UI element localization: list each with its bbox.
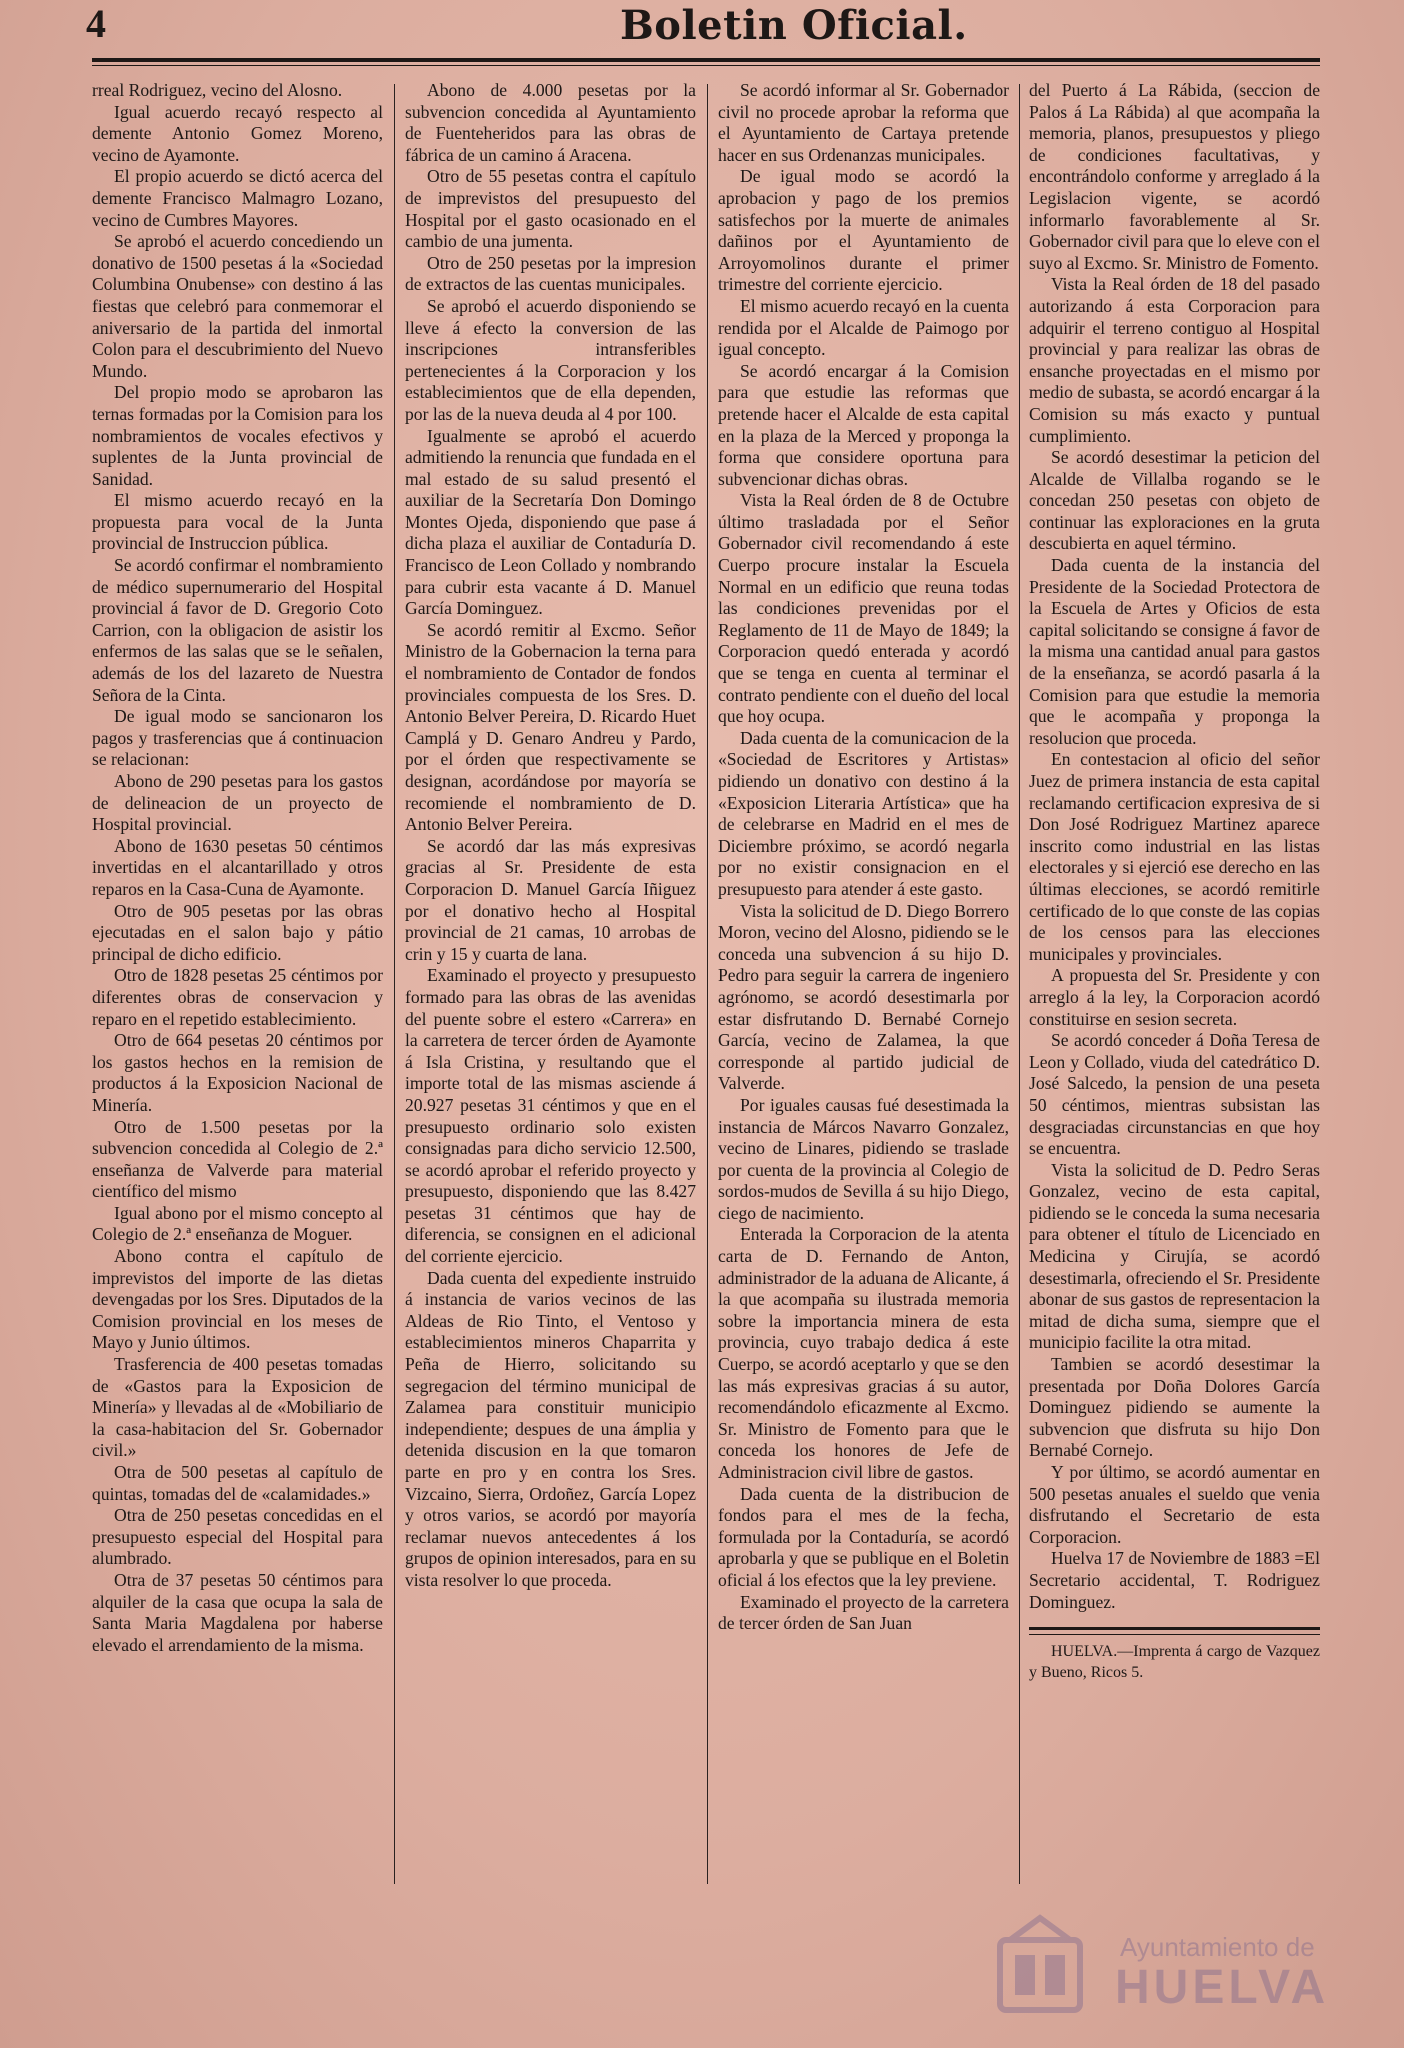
paragraph: Se acordó encargar á la Comision para que estudie las reformas que pretende hacer el Alcalde de esta capital en la plaza de la Merced y proponga la forma que considere oportuna para subvencionar dichas obras. [718, 360, 1009, 489]
imprint-rule-thin [1029, 1634, 1320, 1635]
paragraph: Igualmente se aprobó el acuerdo admitiendo la renuncia que fundada en el mal estado de su salud presentó el auxiliar de la Secretaría Don Domingo Montes Ojeda, disponiendo que pase á dicha plaza el auxiliar de Contaduría D. Francisco de Leon Collado y nombrando para cubrir esta vacante á D. Manuel García Dominguez. [405, 425, 696, 619]
paragraph: Dada cuenta de la comunicacion de la «Sociedad de Escritores y Artistas» pidiendo un donativo con destino á la «Exposicion Literaria Artística» que ha de celebrarse en Madrid en el mes de Diciembre próximo, se acordó negarla por no existir consignacion en el presupuesto para atender á este gasto. [718, 727, 1009, 899]
paragraph: Examinado el proyecto de la carretera de tercer órden de San Juan [718, 1591, 1009, 1634]
paragraph: Se acordó dar las más expresivas gracias al Sr. Presidente de esta Corporacion D. Manuel García Iñiguez por el donativo hecho al Hospital provincial de 21 camas, 10 arrobas de crin y 15 y cuarta de lana. [405, 835, 696, 964]
paragraph: Trasferencia de 400 pesetas tomadas de «Gastos para la Exposicion de Minería» y llevadas al de «Mobiliario de la casa-habitacion del Sr. Gobernador civil.» [92, 1354, 383, 1461]
paragraph: Vista la solicitud de D. Diego Borrero Moron, vecino del Alosno, pidiendo se le conceda una subvencion á su hijo D. Pedro para seguir la carrera de ingeniero agrónomo, se acordó desestimarla por estar disfrutando D. Bernabé Cornejo García, vecino de Zalamea, la que corresponde al partido judicial de Valverde. [718, 900, 1009, 1094]
column-4-body [1029, 80, 1320, 1613]
paragraph: del Puerto á La Rábida, (seccion de Palos á La Rábida) al que acompaña la memoria, planos, presupuestos y pliego de condiciones facultativas, y encontrándolo conforme y arreglado á la Legislacion vigente, se acordó informarlo favorablemente al Sr. Gobernador civil para que lo eleve con el suyo al Excmo. Sr. Ministro de Fomento. [1029, 80, 1320, 273]
watermark-line-2: HUELVA [1115, 1961, 1330, 2014]
paragraph: Tambien se acordó desestimar la presentada por Doña Dolores García Dominguez pidiendo se aumente la subvencion que disfruta su hijo Don Bernabé Cornejo. [1029, 1354, 1320, 1461]
paragraph: Vista la Real órden de 8 de Octubre último trasladada por el Señor Gobernador civil recomendando á este Cuerpo procure instalar la Escuela Normal en un edificio que reuna todas las condiciones prevenidas por el Reglamento de 11 de Mayo de 1849; la Corporacion quedó enterada y acordó que se tenga en cuenta al terminar el contrato pendiente con el dueño del local que hoy ocupa. [718, 490, 1009, 727]
paragraph: Se acordó conceder á Doña Teresa de Leon y Collado, viuda del catedrático D. José Salcedo, la pension de una peseta 50 céntimos, mientras subsistan las desgraciadas circunstancias en que hoy se encuentra. [1029, 1030, 1320, 1159]
column-2 [405, 80, 696, 1980]
paragraph: El mismo acuerdo recayó en la cuenta rendida por el Alcalde de Paimogo por igual concepto. [718, 295, 1009, 360]
header-rule [92, 58, 1320, 62]
paragraph: Igual acuerdo recayó respecto al demente Antonio Gomez Moreno, vecino de Ayamonte. [92, 101, 383, 165]
page-number: 4 [86, 1, 106, 46]
paragraph: De igual modo se sancionaron los pagos y trasferencias que á continuacion se relacionan: [92, 706, 383, 770]
paragraph: Vista la Real órden de 18 del pasado autorizando á esta Corporacion para adquirir el terreno contiguo al Hospital provincial y para realizar las obras de ensanche proyectadas en el mismo por medio de subasta, se acordó encargar á la Comision su más exacto y puntual cumplimiento. [1029, 274, 1320, 446]
paragraph: rreal Rodriguez, vecino del Alosno. [92, 80, 343, 100]
column-3 [718, 80, 1009, 1980]
paragraph: Abono de 1630 pesetas 50 céntimos invertidas en el alcantarillado y otros reparos en la Casa-Cuna de Ayamonte. [92, 835, 383, 899]
paragraph: Otra de 500 pesetas al capítulo de quintas, tomadas del de «calamidades.» [92, 1462, 383, 1504]
header-rule-thin [92, 65, 1320, 66]
column-1 [92, 80, 383, 1980]
column-4 [1029, 80, 1320, 1980]
paragraph: Dada cuenta de la instancia del Presidente de la Sociedad Protectora de la Escuela de Artes y Oficios de esta capital solicitando se consigne á favor de la misma una cantidad anual para gastos de la enseñanza, se acordó pasarla á la Comision para que estudie la memoria que le acompaña y proponga la resolucion que proceda. [1029, 555, 1320, 748]
paragraph: Dada cuenta del expediente instruido á instancia de varios vecinos de las Aldeas de Rio Tinto, el Ventoso y establecimientos mineros Chaparrita y Peña de Hierro, solicitando su segregacion del término municipal de Zalamea para constituir municipio independiente; despues de una ámplia y detenida discusion en la que tomaron parte en pro y en contra los Sres. Vizcaino, Sierra, Ordoñez, García Lopez y otros varios, se acordó por mayoría reclamar nuevos antecedentes á los grupos de opinion interesados, para en su vista resolver lo que proceda. [405, 1267, 696, 1590]
paragraph: Y por último, se acordó aumentar en 500 pesetas anuales el sueldo que venia disfrutando el Secretario de esta Corporacion. [1029, 1462, 1320, 1547]
paragraph: Abono de 4.000 pesetas por la subvencion concedida al Ayuntamiento de Fuenteheridos para las obras de fábrica de un camino á Aracena. [405, 80, 696, 165]
watermark [985, 1910, 1330, 2020]
city-crest-icon [985, 1910, 1095, 2020]
paragraph: Huelva 17 de Noviembre de 1883 =El Secretario accidental, T. Rodriguez Dominguez. [1029, 1548, 1320, 1612]
paragraph: En contestacion al oficio del señor Juez de primera instancia de esta capital reclamando certificacion expresiva de si Don José Rodriguez Martinez aparece inscrito como industrial en las listas electorales y si ejerció ese derecho en las últimas elecciones, se acordó remitirle certificado de lo que conste de las copias de los censos para las elecciones municipales y provinciales. [1029, 749, 1320, 964]
paragraph: Abono de 290 pesetas para los gastos de delineacion de un proyecto de Hospital provincial. [92, 771, 383, 835]
paragraph: El mismo acuerdo recayó en la propuesta para vocal de la Junta provincial de Instruccion pública. [92, 490, 383, 554]
paragraph: Se acordó desestimar la peticion del Alcalde de Villalba rogando se le concedan 250 pesetas con objeto de continuar las exploraciones en la gruta descubierta en aquel término. [1029, 447, 1320, 554]
paragraph: Del propio modo se aprobaron las ternas formadas por la Comision para los nombramientos de vocales efectivos y suplentes de la Junta provincial de Sanidad. [92, 382, 383, 489]
paragraph: El propio acuerdo se dictó acerca del demente Francisco Malmagro Lozano, vecino de Cumbres Mayores. [92, 166, 383, 230]
paragraph: A propuesta del Sr. Presidente y con arreglo á la ley, la Corporacion acordó constituirse en sesion secreta. [1029, 965, 1320, 1029]
paragraph: Igual abono por el mismo concepto al Colegio de 2.ª enseñanza de Moguer. [92, 1202, 383, 1245]
paragraph: Se acordó confirmar el nombramiento de médico supernumerario del Hospital provincial á favor de D. Gregorio Coto Carrion, con la obligacion de asistir los enfermos de las salas que se le señalen, además de los del lazareto de Nuestra Señora de la Cinta. [92, 555, 383, 705]
imprint-rule [1029, 1627, 1320, 1630]
paragraph: De igual modo se acordó la aprobacion y pago de los premios satisfechos por la muerte de animales dañinos por el Ayuntamiento de Arroyomolinos durante el primer trimestre del corriente ejercicio. [718, 166, 1009, 295]
paragraph: Se aprobó el acuerdo disponiendo se lleve á efecto la conversion de las inscripciones intransferibles pertenecientes á la Corporacion y los establecimientos que de ella dependen, por las de la nueva deuda al 4 por 100. [405, 295, 696, 424]
paragraph: Dada cuenta de la distribucion de fondos para el mes de la fecha, formulada por la Contaduría, se acordó aprobarla y que se publique en el Boletin oficial á los efectos que la ley previene. [718, 1483, 1009, 1590]
paragraph: Otro de 55 pesetas contra el capítulo de imprevistos del presupuesto del Hospital por el gasto ocasionado en el cambio de una jumenta. [405, 166, 696, 252]
paragraph: Enterada la Corporacion de la atenta carta de D. Fernando de Anton, administrador de la aduana de Alicante, á la que acompaña su ilustrada memoria sobre la importancia minera de esta provincia, cuyo trabajo dedica á este Cuerpo, se acordó aceptarlo y que se den las más expresivas gracias á su autor, recomendándolo eficazmente al Excmo. Sr. Ministro de Fomento para que le conceda los honores de Jefe de Administracion civil libre de gastos. [718, 1224, 1009, 1482]
paragraph: Vista la solicitud de D. Pedro Seras Gonzalez, vecino de esta capital, pidiendo se le conceda la suma necesaria para obtener el título de Licenciado en Medicina y Cirujía, se acordó desestimarla, ofreciendo el Sr. Presidente abonar de sus gastos de representacion la mitad de dicha suma, siempre que el municipio facilite la otra mitad. [1029, 1159, 1320, 1353]
paragraph: Otro de 905 pesetas por las obras ejecutadas en el salon bajo y pátio principal de dicho edificio. [92, 900, 383, 964]
text-columns [92, 80, 1320, 1980]
page-title: Boletin Oficial. [620, 2, 968, 49]
paragraph: Se acordó remitir al Excmo. Señor Ministro de la Gobernacion la terna para el nombramiento de Contador de fondos provinciales compuesta de los Sres. D. Antonio Belver Pereira, D. Ricardo Huet Camplá y D. Genaro Andreu y Pardo, por el órden que respectivamente se designan, acordándose por mayoría se recomiende el nombramiento de D. Antonio Belver Pereira. [405, 619, 696, 835]
paragraph: Otro de 1.500 pesetas por la subvencion concedida al Colegio de 2.ª enseñanza de Valverde para material científico del mismo [92, 1116, 383, 1202]
paragraph: Otro de 1828 pesetas 25 céntimos por diferentes obras de conservacion y reparo en el repetido establecimiento. [92, 965, 383, 1029]
paragraph: Otro de 250 pesetas por la impresion de extractos de las cuentas municipales. [405, 252, 696, 295]
paragraph: Otro de 664 pesetas 20 céntimos por los gastos hechos en la remision de productos á la Exposicion Nacional de Minería. [92, 1030, 383, 1115]
paragraph: Por iguales causas fué desestimada la instancia de Márcos Navarro Gonzalez, vecino de Linares, pidiendo se traslade por cuenta de la provincia al Colegio de sordos-mudos de Sevilla á su hijo Diego, ciego de nacimiento. [718, 1094, 1009, 1223]
page-header [0, 0, 1404, 70]
paragraph: Se acordó informar al Sr. Gobernador civil no procede aprobar la reforma que el Ayuntamiento de Cartaya pretende hacer en sus Ordenanzas municipales. [718, 80, 1009, 165]
printer-imprint: HUELVA.—Imprenta á cargo de Vazquez y Bueno, Ricos 5. [1029, 1643, 1320, 1682]
watermark-line-1: Ayuntamiento de [1120, 1932, 1315, 1962]
paragraph: Otra de 37 pesetas 50 céntimos para alquiler de la casa que ocupa la sala de Santa Maria Magdalena por haberse elevado el arrendamiento de la misma. [92, 1569, 383, 1655]
paragraph: Otra de 250 pesetas concedidas en el presupuesto especial del Hospital para alumbrado. [92, 1505, 383, 1569]
paragraph: Examinado el proyecto y presupuesto formado para las obras de las avenidas del puente sobre el estero «Carrera» en la carretera de tercer órden de Ayamonte á Isla Cristina, y resultando que el importe total de las mismas asciende á 20.927 pesetas 31 céntimos y que en el presupuesto ordinario solo existen consignadas para dicho servicio 12.500, se acordó aprobar el referido proyecto y presupuesto, disponiendo que las 8.427 pesetas 31 céntimos que hay de diferencia, se consignen en el adicional del corriente ejercicio. [405, 965, 696, 1267]
paragraph: Abono contra el capítulo de imprevistos del importe de las dietas devengadas por los Sres. Diputados de la Comision provincial en los meses de Mayo y Junio últimos. [92, 1246, 383, 1353]
paragraph: Se aprobó el acuerdo concediendo un donativo de 1500 pesetas á la «Sociedad Columbina Onubense» con destino á las fiestas que celebró para conmemorar el aniversario de la partida del inmortal Colon para el descubrimiento del Nuevo Mundo. [92, 231, 383, 381]
